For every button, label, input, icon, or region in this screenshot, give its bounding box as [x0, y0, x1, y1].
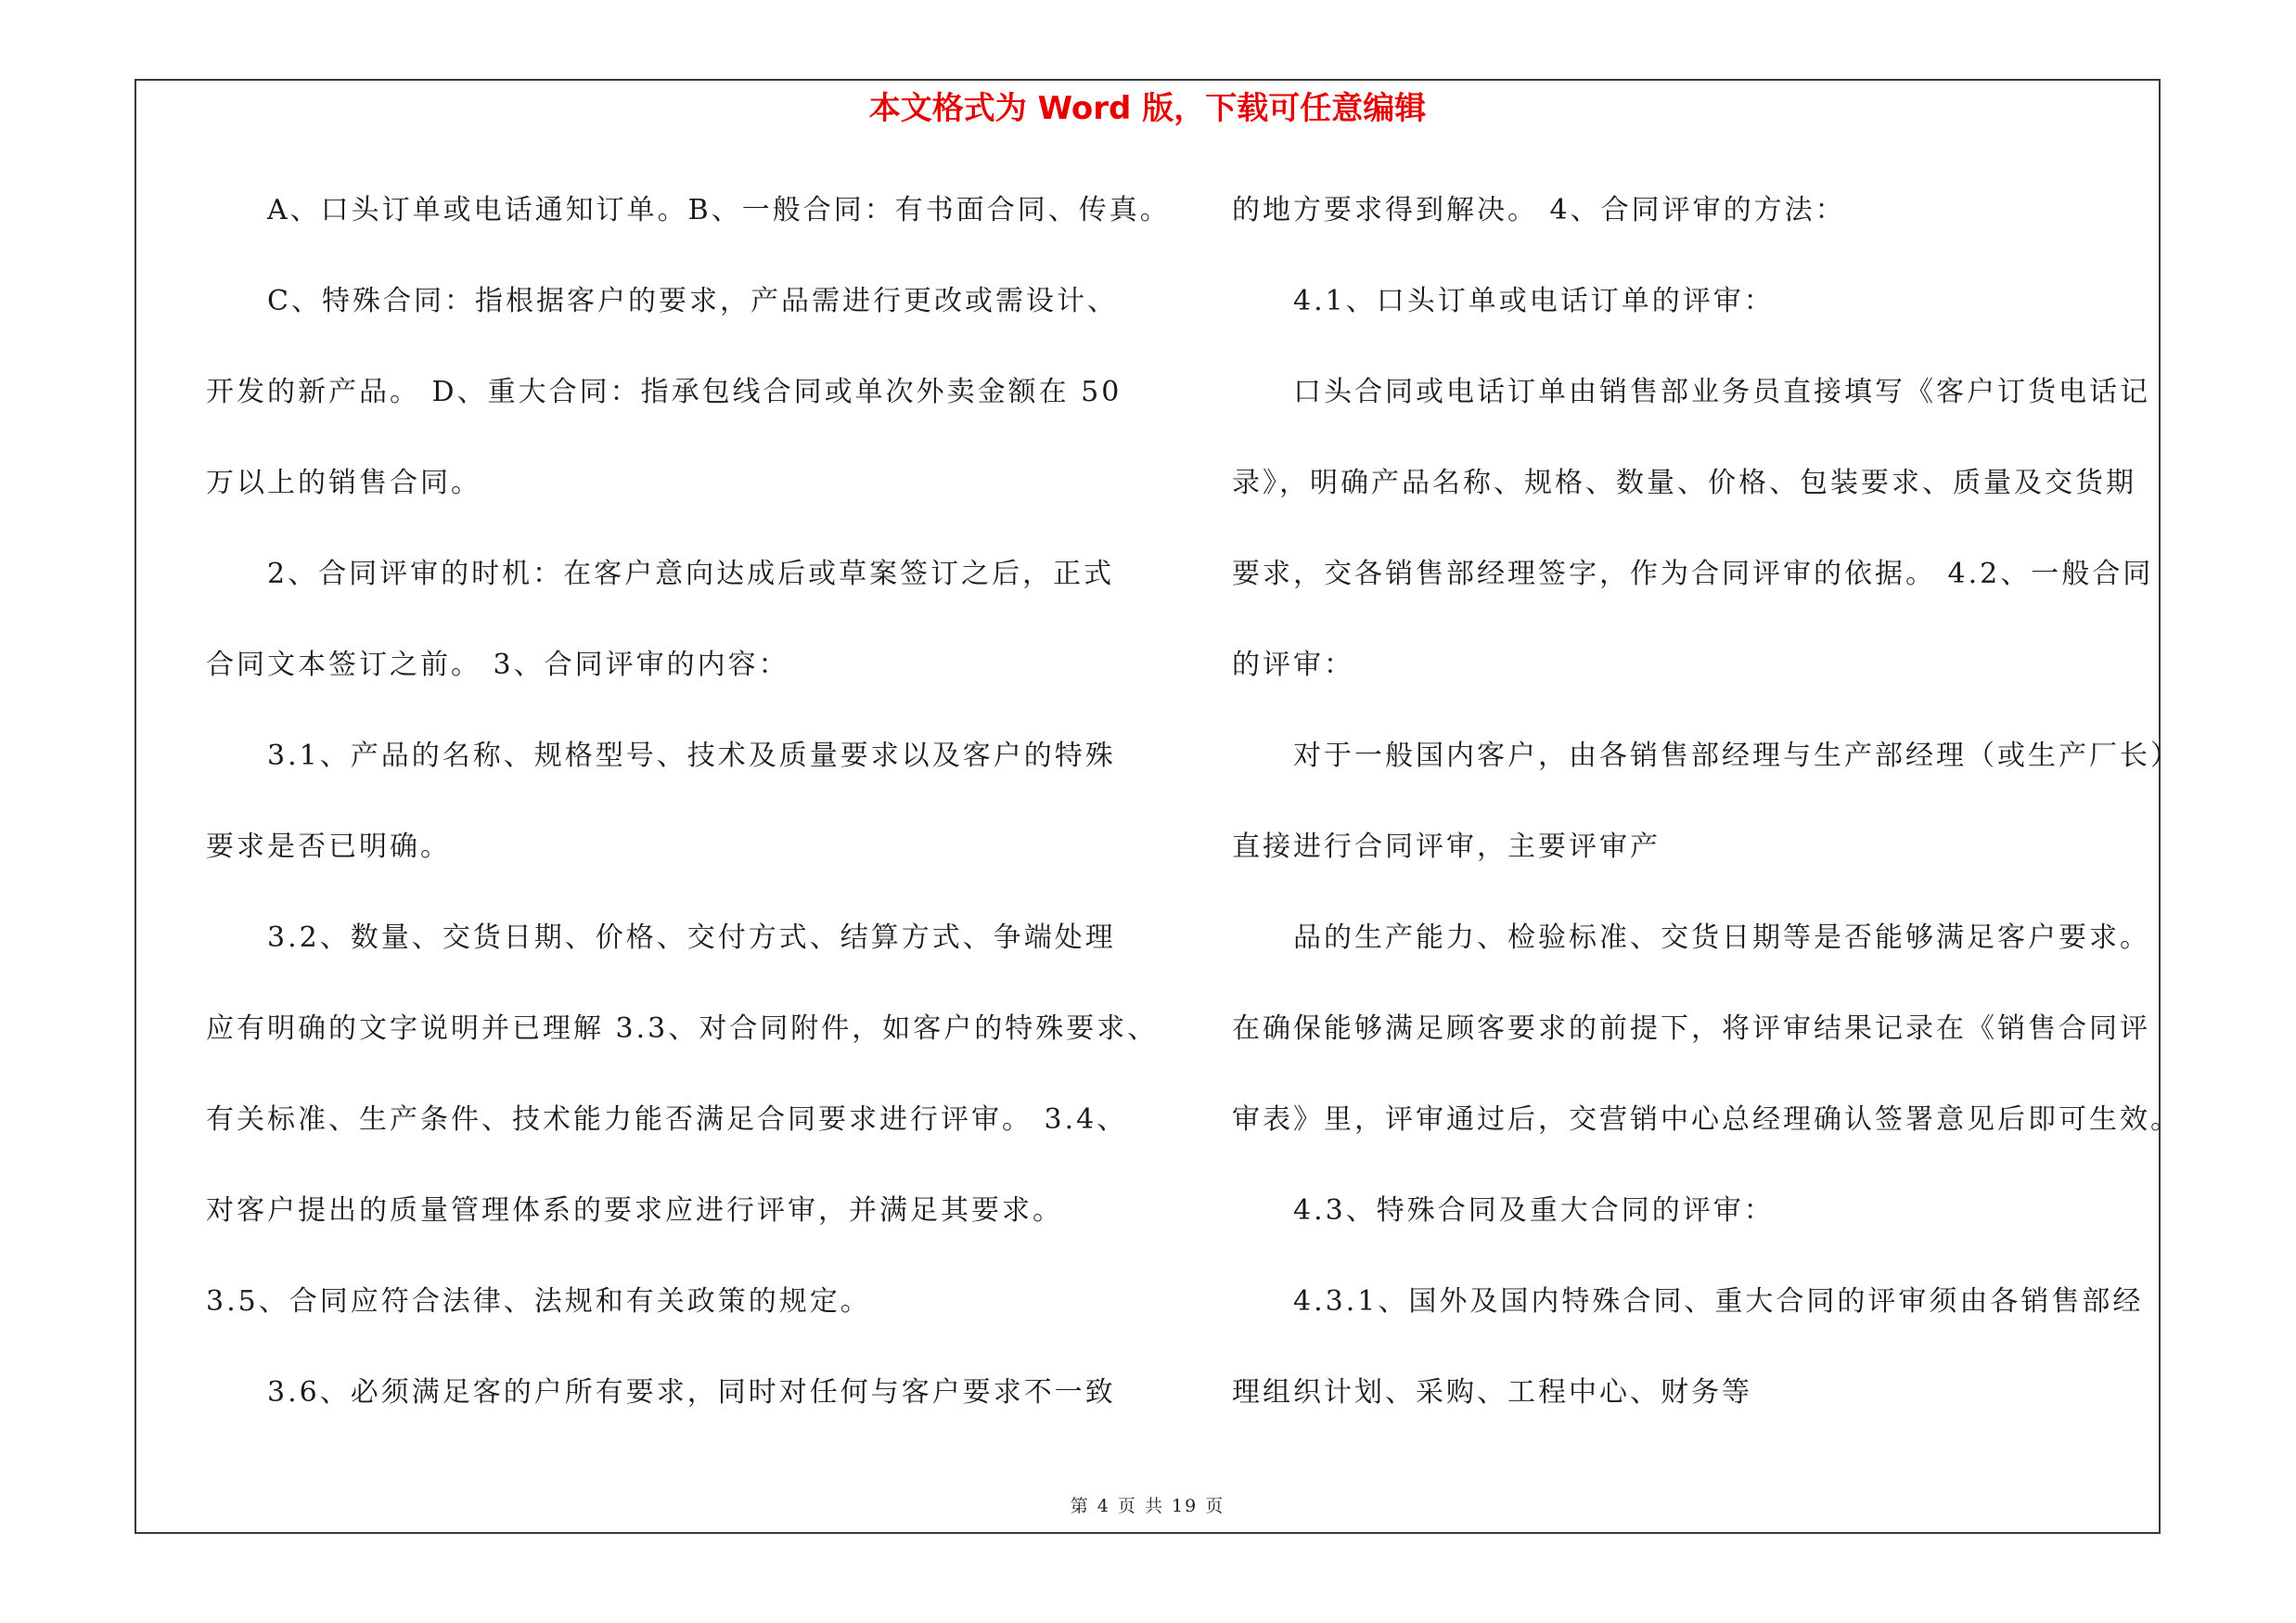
paragraph-line: 的评审： — [1232, 649, 1354, 681]
paragraph-line: 应有明确的文字说明并已理解 3.3、对合同附件，如客户的特殊要求、 — [206, 1012, 1159, 1045]
paragraph-line: 品的生产能力、检验标准、交货日期等是否能够满足客户要求。 — [1293, 921, 2150, 954]
paragraph-line: 2、合同评审的时机：在客户意向达成后或草案签订之后，正式 — [267, 558, 1115, 590]
format-notice: 本文格式为 Word 版，下载可任意编辑 — [868, 90, 1427, 127]
paragraph-line: A、口头订单或电话通知订单。B、一般合同：有书面合同、传真。 — [267, 194, 1171, 226]
paragraph-line: 4.3.1、国外及国内特殊合同、重大合同的评审须由各销售部经 — [1293, 1285, 2144, 1318]
paragraph-line: 审表》里，评审通过后，交营销中心总经理确认签署意见后即可生效。 — [1232, 1103, 2181, 1136]
paragraph-line: 3.5、合同应符合法律、法规和有关政策的规定。 — [206, 1285, 871, 1318]
paragraph-line: 要求，交各销售部经理签字，作为合同评审的依据。 4.2、一般合同 — [1232, 558, 2154, 590]
paragraph-line: 在确保能够满足顾客要求的前提下，将评审结果记录在《销售合同评 — [1232, 1012, 2150, 1045]
left-text-column — [206, 184, 1171, 1457]
paragraph-line: 直接进行合同评审，主要评审产 — [1232, 831, 1661, 863]
right-text-column — [1232, 184, 2181, 1457]
paragraph-line: 要求是否已明确。 — [206, 831, 451, 863]
paragraph-line: 录》，明确产品名称、规格、数量、价格、包装要求、质量及交货期 — [1232, 467, 2136, 499]
paragraph-line: 有关标准、生产条件、技术能力能否满足合同要求进行评审。 3.4、 — [206, 1103, 1128, 1136]
page-number: 第 4 页 共 19 页 — [1070, 1496, 1225, 1516]
paragraph-line: 4.3、特殊合同及重大合同的评审： — [1293, 1194, 1775, 1227]
paragraph-line: 万以上的销售合同。 — [206, 467, 481, 499]
paragraph-line: 开发的新产品。 D、重大合同：指承包线合同或单次外卖金额在 50 — [206, 376, 1122, 408]
paragraph-line: 口头合同或电话订单由销售部业务员直接填写《客户订货电话记 — [1293, 376, 2150, 408]
paragraph-line: 理组织计划、采购、工程中心、财务等 — [1232, 1376, 1752, 1409]
paragraph-line: 合同文本签订之前。 3、合同评审的内容： — [206, 649, 789, 681]
paragraph-line: 3.2、数量、交货日期、价格、交付方式、结算方式、争端处理 — [267, 921, 1116, 954]
paragraph-line: C、特殊合同：指根据客户的要求，产品需进行更改或需设计、 — [267, 285, 1118, 317]
paragraph-line: 对于一般国内客户，由各销售部经理与生产部经理（或生产厂长） — [1293, 740, 2181, 772]
paragraph-line: 3.6、必须满足客的户所有要求，同时对任何与客户要求不一致 — [267, 1376, 1116, 1409]
paragraph-line: 的地方要求得到解决。 4、合同评审的方法： — [1232, 194, 1846, 226]
paragraph-line: 对客户提出的质量管理体系的要求应进行评审，并满足其要求。 — [206, 1194, 1063, 1227]
paragraph-line: 3.1、产品的名称、规格型号、技术及质量要求以及客户的特殊 — [267, 740, 1116, 772]
paragraph-line: 4.1、口头订单或电话订单的评审： — [1293, 285, 1775, 317]
